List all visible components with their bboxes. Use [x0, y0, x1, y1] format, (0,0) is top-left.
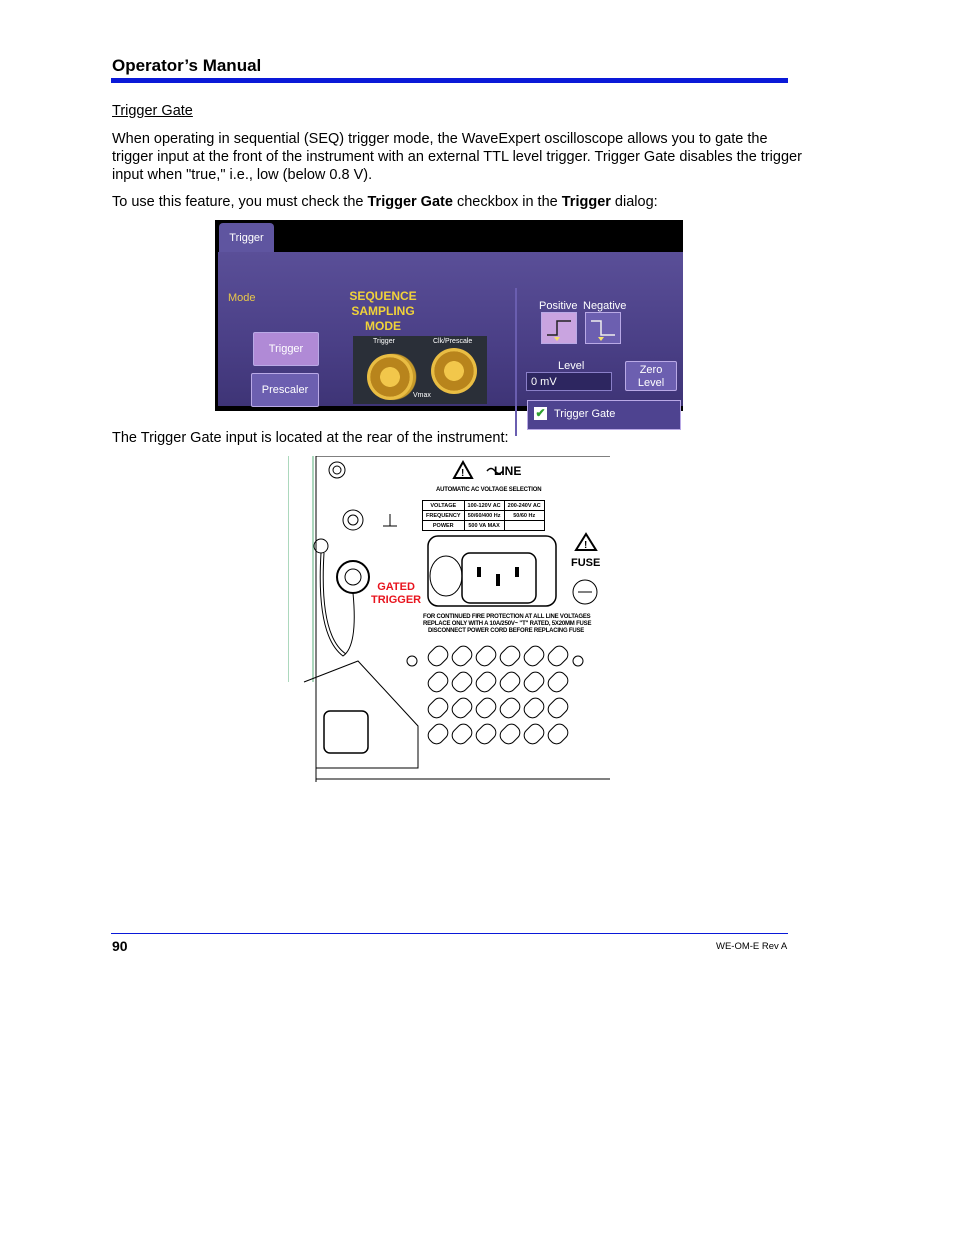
line-label: LINE: [494, 464, 522, 478]
instruction-text-2: checkbox in the: [452, 194, 562, 210]
fuse-warning-line3: DISCONNECT POWER CORD BEFORE REPLACING FUSE: [428, 628, 585, 634]
voltage-spec-table: [422, 500, 545, 531]
positive-slope-button[interactable]: [541, 312, 577, 344]
rear-panel-drawing: [288, 456, 610, 782]
photo-label-trigger: Trigger: [373, 338, 395, 345]
tab-trigger[interactable]: Trigger: [219, 223, 274, 253]
svg-text:!: !: [461, 468, 465, 479]
sequence-title-line2: SAMPLING: [351, 304, 415, 318]
table-cell: 100-120V AC: [464, 501, 504, 511]
document-id: WE-OM-E Rev A: [716, 941, 788, 952]
section-heading: Trigger Gate: [112, 103, 193, 119]
table-row: [423, 501, 545, 511]
gated-label-line1: GATED: [377, 581, 415, 593]
table-row: [423, 521, 545, 531]
instruction-text-1: To use this feature, you must check the: [112, 194, 368, 210]
dialog-divider: [515, 288, 517, 436]
rising-edge-icon: [542, 313, 576, 343]
photo-label-vmax: Vmax: [413, 392, 431, 399]
photo-label-clk: Clk/Prescale: [433, 338, 473, 345]
table-cell: POWER: [423, 521, 465, 531]
fuse-warning-line1: FOR CONTINUED FIRE PROTECTION AT ALL LINE VOLTAGES: [423, 614, 591, 620]
zero-level-line1: Zero: [639, 364, 663, 376]
zero-level-line2: Level: [637, 377, 665, 389]
trigger-dialog-screenshot: [215, 220, 683, 420]
trigger-connector-image: [367, 354, 413, 400]
page-number: 90: [112, 938, 128, 954]
level-input[interactable]: 0 mV: [526, 372, 612, 391]
prescaler-button[interactable]: Prescaler: [251, 373, 319, 407]
paragraph-instruction: [112, 193, 802, 211]
trigger-button[interactable]: Trigger: [253, 332, 319, 366]
instruction-text-3: dialog:: [610, 194, 658, 210]
instruction-bold-trigger: Trigger: [561, 194, 611, 210]
table-cell: FREQUENCY: [423, 511, 465, 521]
svg-text:!: !: [584, 540, 588, 551]
gated-trigger-label: [371, 581, 421, 607]
sequence-title-line3: MODE: [365, 319, 401, 333]
table-row: [423, 511, 545, 521]
table-cell: 50/60 Hz: [504, 511, 544, 521]
table-cell: 50/60/400 Hz: [464, 511, 504, 521]
table-cell: VOLTAGE: [423, 501, 465, 511]
trigger-gate-checkbox[interactable]: ✔: [535, 406, 546, 420]
zero-level-button[interactable]: [625, 361, 677, 391]
level-label: Level: [558, 360, 585, 372]
trigger-gate-label: Trigger Gate: [554, 408, 616, 420]
fuse-label: FUSE: [571, 557, 601, 569]
trigger-dialog-body: [218, 252, 683, 420]
clk-connector-image: [431, 348, 477, 394]
trigger-gate-checkbox-row[interactable]: [527, 400, 681, 430]
auto-voltage-label: AUTOMATIC AC VOLTAGE SELECTION: [436, 487, 542, 493]
table-cell: 500 VA MAX: [464, 521, 504, 531]
paragraph-rear-location: The Trigger Gate input is located at the rear of the instrument:: [112, 430, 509, 446]
fuse-warning-line2: REPLACE ONLY WITH A 10A/250V~ "T" RATED, 5X20MM FUSE: [423, 621, 592, 627]
header-rule: [111, 78, 788, 83]
page-header-title: Operator’s Manual: [112, 56, 262, 75]
falling-edge-icon: [586, 313, 620, 343]
mode-label: Mode: [228, 292, 256, 304]
paragraph-intro: When operating in sequential (SEQ) trigger mode, the WaveExpert oscilloscope allows you to gate the trigger input at the front of the instrument with an external TTL level trigger. Trigger Gate disables the trigger input when "true," i.e., low (below 0.8 V).: [112, 131, 802, 183]
positive-label: Positive: [539, 300, 578, 312]
instruction-bold-trigger-gate: Trigger Gate: [367, 194, 453, 210]
negative-label: Negative: [583, 300, 627, 312]
gated-label-line2: TRIGGER: [371, 594, 422, 606]
table-cell: 200-240V AC: [504, 501, 544, 511]
sequence-title-line1: SEQUENCE: [349, 289, 417, 303]
footer-rule: [111, 933, 788, 934]
negative-slope-button[interactable]: [585, 312, 621, 344]
table-cell: [504, 521, 544, 531]
connector-photo: [353, 336, 487, 404]
sequence-sampling-title: [345, 289, 421, 334]
